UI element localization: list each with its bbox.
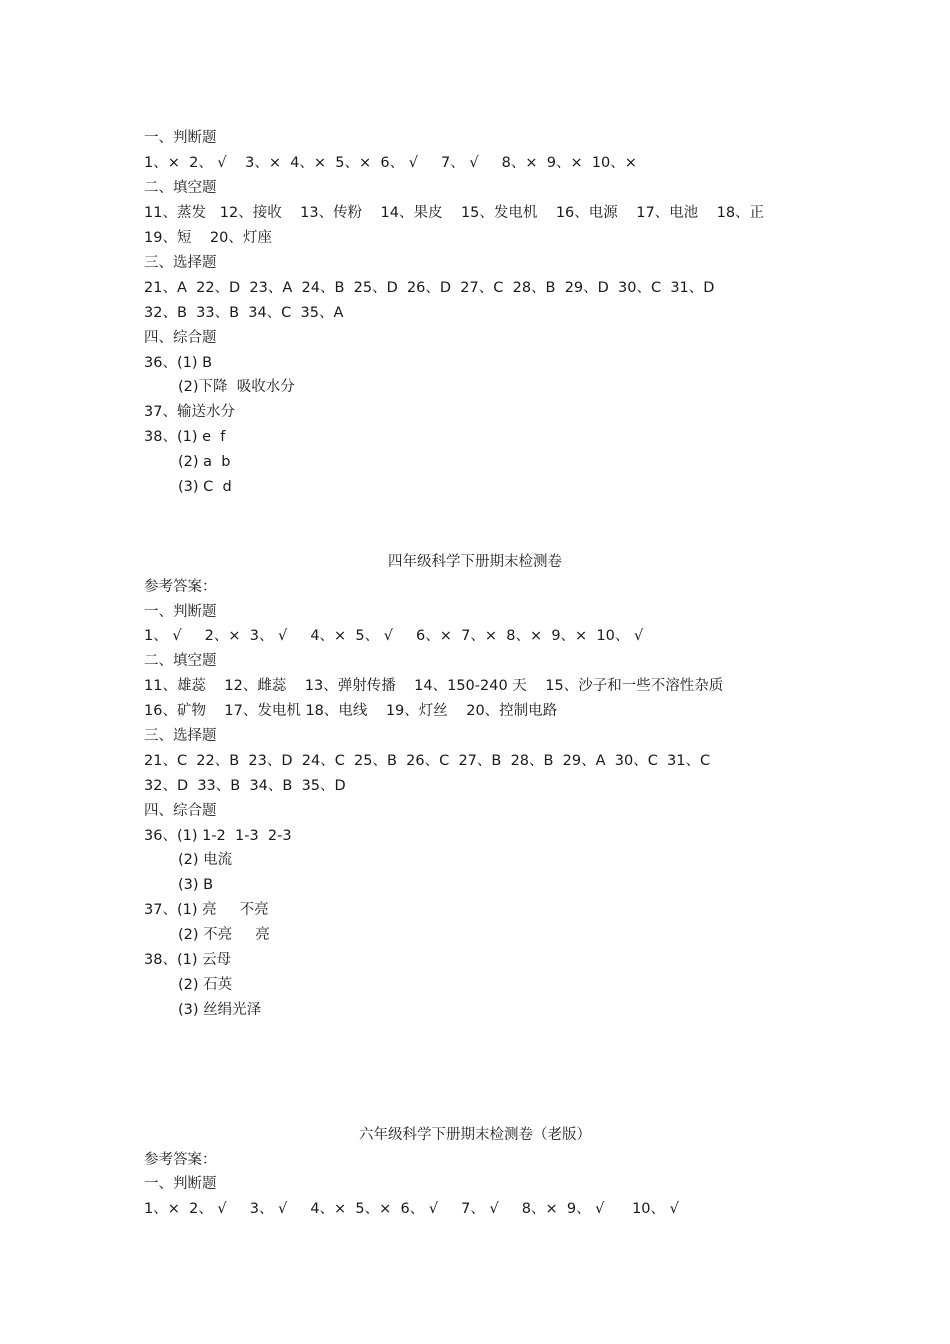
answer-line: 16、矿物 17、发电机 18、电线 19、灯丝 20、控制电路	[144, 703, 558, 719]
answer-line: 1、× 2、 √ 3、 √ 4、× 5、× 6、 √ 7、 √ 8、× 9、 √ 10、 √	[144, 1201, 679, 1217]
answer-line: 38、(1) e f	[144, 429, 226, 445]
answer-subline: (2) 不亮 亮	[178, 927, 270, 943]
answer-subline: (3) C d	[178, 479, 232, 495]
answer-line: 38、(1) 云母	[144, 952, 232, 968]
section-heading-judgment: 一、判断题	[144, 604, 217, 620]
section-heading-fill: 二、填空题	[144, 180, 217, 196]
answer-line: 36、(1) B	[144, 355, 213, 371]
answer-line: 11、雄蕊 12、雌蕊 13、弹射传播 14、150-240 天 15、沙子和一些不溶性杂质	[144, 678, 724, 694]
section-heading-choice: 三、选择题	[144, 728, 217, 744]
section-heading-choice: 三、选择题	[144, 255, 217, 271]
section-heading-judgment: 一、判断题	[144, 130, 217, 146]
answer-subline: (2)下降 吸收水分	[178, 379, 295, 395]
answer-line: 19、短 20、灯座	[144, 230, 272, 246]
answer-subline: (3) B	[178, 877, 214, 893]
section-heading-judgment: 一、判断题	[144, 1176, 217, 1192]
answer-subline: (2) 石英	[178, 977, 233, 993]
answer-line: 37、(1) 亮 不亮	[144, 902, 269, 918]
answer-line: 11、蒸发 12、接收 13、传粉 14、果皮 15、发电机 16、电源 17、电池 18、正	[144, 205, 765, 221]
answer-line: 36、(1) 1-2 1-3 2-3	[144, 828, 292, 844]
answer-line: 32、D 33、B 34、B 35、D	[144, 778, 346, 794]
section-title: 六年级科学下册期末检测卷（老版）	[359, 1127, 591, 1143]
section-heading-comprehensive: 四、综合题	[144, 803, 217, 819]
answer-line: 1、× 2、 √ 3、× 4、× 5、× 6、 √ 7、 √ 8、× 9、× 10、×	[144, 155, 637, 171]
answer-subline: (2) 电流	[178, 852, 233, 868]
answer-subline: (3) 丝绢光泽	[178, 1002, 262, 1018]
answer-line: 21、C 22、B 23、D 24、C 25、B 26、C 27、B 28、B 29、A 30、C 31、C	[144, 753, 711, 769]
reference-answers-label: 参考答案：	[144, 579, 217, 595]
answer-line: 37、输送水分	[144, 404, 235, 420]
answer-line: 32、B 33、B 34、C 35、A	[144, 305, 344, 321]
section-heading-fill: 二、填空题	[144, 653, 217, 669]
answer-line: 21、A 22、D 23、A 24、B 25、D 26、D 27、C 28、B 29、D 30、C 31、D	[144, 280, 715, 296]
reference-answers-label: 参考答案：	[144, 1152, 217, 1168]
section-title: 四年级科学下册期末检测卷	[388, 554, 562, 570]
section-heading-comprehensive: 四、综合题	[144, 330, 217, 346]
answer-line: 1、 √ 2、× 3、 √ 4、× 5、 √ 6、× 7、× 8、× 9、× 10、 √	[144, 628, 644, 644]
answer-subline: (2) a b	[178, 454, 231, 470]
